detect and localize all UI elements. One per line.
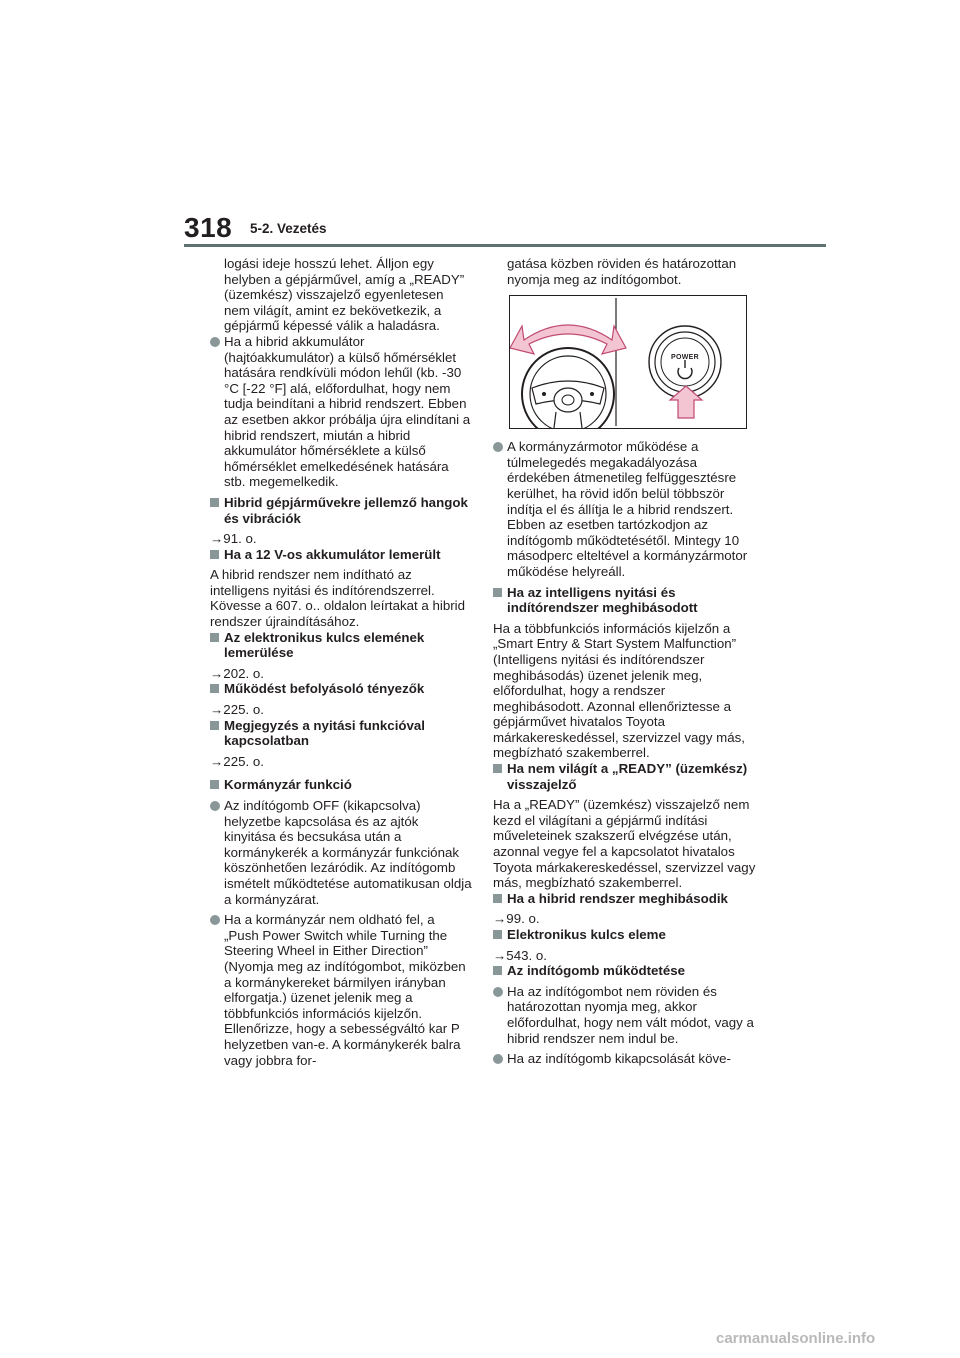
steering-wheel-icon xyxy=(522,348,614,428)
heading-square-icon xyxy=(210,550,219,559)
bullet-item xyxy=(493,1051,757,1067)
heading-square-icon xyxy=(210,780,219,789)
bullet-icon xyxy=(210,915,220,925)
section-heading xyxy=(493,963,757,979)
bullet-icon xyxy=(210,801,220,811)
page-reference: →91. o. xyxy=(210,531,257,547)
heading-square-icon xyxy=(493,764,502,773)
bullet-item xyxy=(210,912,472,1068)
section-heading xyxy=(493,891,757,907)
heading-text: Ha a hibrid rendszer meghibásodik xyxy=(507,890,728,906)
bullet-text: Ha a kormányzár nem oldható fel, a „Push Power Switch while Turning the Steering Wheel in Either Direction” (Nyomja meg az indítógombot, miközben a kormánykereket bármilyen irányban elforgatja.) üzenet jelenik meg a többfunkciós információs kijelzőn. Ellenőrizze, hogy a sebességváltó kar P helyzetben van-e. A kormánykerék balra vagy jobbra for- xyxy=(224,912,466,1068)
paragraph: Ha a többfunkciós információs kijelzőn a „Smart Entry & Start System Malfunction” (Intelligens nyitási és indítórendszer meghibásodás) üzenet jelenik meg, előfordulhat, hogy a rendszer meghibásodott. Azonnal ellenőriztesse a gépjárművet hivatalos Toyota márkakereskedéssel, szervizzel vagy más, megbízható szakemberrel. xyxy=(493,620,745,761)
heading-text: Megjegyzés a nyitási funkcióval kapcsolatban xyxy=(224,717,426,749)
page-reference: →225. o. xyxy=(210,702,264,718)
bullet-text: Ha az indítógomb kikapcsolását köve- xyxy=(507,1051,731,1067)
section-heading xyxy=(210,547,472,563)
paragraph: A hibrid rendszer nem indítható az intelligens nyitási és indítórendszerrel. Kövesse a 607. o.. oldalon leírtakat a hibrid rendszer újraindításához. xyxy=(210,567,466,630)
heading-text: Kormányzár funkció xyxy=(224,777,352,793)
section-heading xyxy=(210,630,472,661)
section-heading xyxy=(210,777,472,793)
bullet-item xyxy=(210,334,472,490)
section-heading xyxy=(210,718,472,749)
heading-text: Ha nem világít a „READY” (üzemkész) visszajelző xyxy=(507,761,748,792)
heading-text: Ha a 12 V-os akkumulátor lemerült xyxy=(224,546,441,562)
header-divider xyxy=(184,244,826,247)
left-column xyxy=(210,256,472,1073)
paragraph: logási ideje hosszú lehet. Álljon egy helyben a gépjárművel, amíg a „READY” (üzemkész) visszajelző egyenletesen nem világít, amint ez bekövetkezik, a gépjármű képessé válik a haladásra. xyxy=(224,256,465,334)
heading-square-icon xyxy=(210,633,219,642)
watermark: carmanualsonline.info xyxy=(716,1330,876,1347)
heading-text: Elektronikus kulcs eleme xyxy=(507,927,666,942)
heading-text: Ha az intelligens nyitási és indítórendszer meghibásodott xyxy=(507,584,698,616)
page-reference: →99. o. xyxy=(493,911,540,927)
heading-square-icon xyxy=(210,684,219,693)
section-heading xyxy=(493,761,757,792)
page-reference: →543. o. xyxy=(493,947,547,963)
bullet-text: Ha a hibrid akkumulátor (hajtóakkumulátor) a külső hőmérséklet hatására rendkívüli módon lehűl (kb. -30 °C [-22 °F] alá, előfordulhat, hogy nem tudja beindítani a hibrid rendszert. Ebben az esetben akkor próbálja újra elindítani a hibrid rendszert, miután a hibrid akkumulátor hőmérséklete a külső hőmérséklet emelkedésének hatására stb. megemelkedik. xyxy=(224,333,471,490)
heading-square-icon xyxy=(493,588,502,597)
heading-square-icon xyxy=(210,721,219,730)
steering-wheel-illustration xyxy=(510,296,746,428)
section-heading xyxy=(210,495,472,526)
bullet-text: Az indítógomb OFF (kikapcsolva) helyzetbe kapcsolása és az ajtók kinyitása és becsukása után a kormánykerék a kormányzár funkciónak köszönhetően lezáródik. Az indítógomb ismételt működtetése automatikusan oldja a kormányzárat. xyxy=(224,798,472,907)
spacer xyxy=(210,769,472,777)
bullet-item xyxy=(210,798,472,907)
heading-text: Működést befolyásoló tényezők xyxy=(224,681,425,697)
heading-text: Az elektronikus kulcs elemének lemerülése xyxy=(224,629,425,661)
bullet-text: A kormányzármotor működése a túlmelegedés megakadályozása érdekében átmenetileg felfüggesztésre kerülhet, ha rövid időn belül többször indítja el és állítja le a hibrid rendszert. Ebben az esetben tartózkodjon az indítógomb működtetésétől. Mintegy 10 másodperc elteltével a kormányzármotor működése helyreáll. xyxy=(507,439,748,579)
paragraph: gatása közben röviden és határozottan nyomja meg az indítógombot. xyxy=(507,256,737,287)
page-header xyxy=(0,0,960,250)
bullet-item xyxy=(493,439,757,579)
bullet-icon xyxy=(493,1054,503,1064)
bullet-icon xyxy=(493,987,503,997)
right-column xyxy=(493,256,757,1072)
heading-text: Az indítógomb működtetése xyxy=(507,963,686,979)
bullet-icon xyxy=(210,337,220,347)
rotate-arrow-icon xyxy=(510,325,626,354)
section-heading xyxy=(210,681,472,697)
heading-square-icon xyxy=(493,894,502,903)
heading-text: Hibrid gépjárművekre jellemző hangok és vibrációk xyxy=(224,494,468,526)
page-reference: →225. o. xyxy=(210,753,264,769)
bullet-item xyxy=(493,984,757,1046)
heading-square-icon xyxy=(493,930,502,939)
bullet-text: Ha az indítógombot nem röviden és határozottan nyomja meg, akkor előfordulhat, hogy nem vált módot, vagy a hibrid rendszer nem indul be. xyxy=(507,983,754,1046)
section-heading xyxy=(493,585,757,616)
section-heading xyxy=(493,927,757,943)
page-number: 318 xyxy=(184,212,233,243)
section-title: 5-2. Vezetés xyxy=(250,221,327,236)
heading-square-icon xyxy=(493,966,502,975)
steering-power-figure xyxy=(509,295,747,429)
paragraph: Ha a „READY” (üzemkész) visszajelző nem kezd el világítani a gépjármű indítási műveleteinek szakszerű elvégzése után, azonnal vegye fel a kapcsolatot hivatalos Toyota márkakereskedéssel, szervizzel vagy más, megbízható szakemberrel. xyxy=(493,797,756,891)
heading-square-icon xyxy=(210,498,219,507)
power-label: POWER xyxy=(671,354,699,362)
bullet-icon xyxy=(493,442,503,452)
page-reference: →202. o. xyxy=(210,665,264,681)
